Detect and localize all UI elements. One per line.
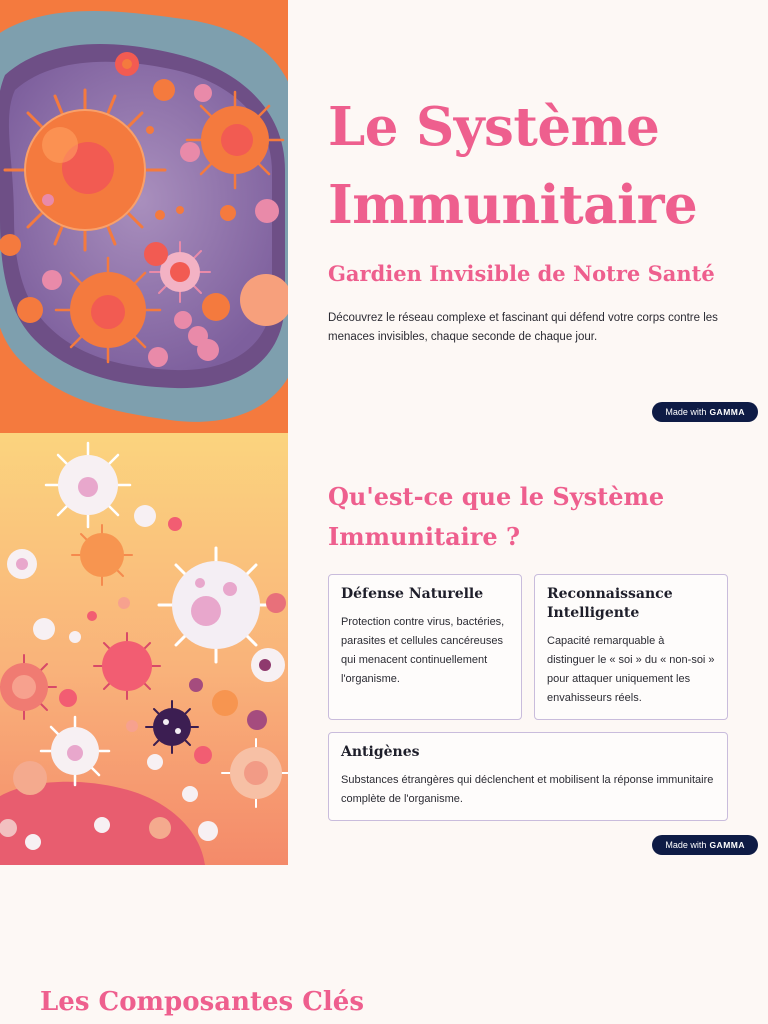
- card-title: Reconnaissance Intelligente: [547, 586, 673, 621]
- gamma-logo: GAMMA: [709, 840, 745, 850]
- card-text: Capacité remarquable à distinguer le « soi » du « non-soi » pour attaquer uniquement les envahisseurs réels.: [547, 635, 715, 704]
- card-defense-naturelle: [328, 574, 522, 720]
- badge-prefix: Made with: [665, 407, 707, 417]
- card-reconnaissance-intelligente: [534, 574, 728, 720]
- cell-virus-illustration: [0, 0, 288, 433]
- hero-subtitle: Gardien Invisible de Notre Santé: [328, 261, 715, 286]
- card-antigenes: [328, 732, 728, 821]
- hero-slide: [0, 0, 768, 433]
- made-with-gamma-badge[interactable]: [652, 835, 758, 855]
- section-title-components: Les Composantes Clés: [40, 987, 364, 1017]
- hero-intro-text: Découvrez le réseau complexe et fascinant qui défend votre corps contre les menaces invisibles, chaque seconde de chaque jour.: [328, 312, 718, 343]
- definition-slide: [0, 433, 768, 865]
- badge-prefix: Made with: [665, 840, 707, 850]
- card-title: Défense Naturelle: [341, 586, 484, 602]
- card-text: Substances étrangères qui déclenchent et mobilisent la réponse immunitaire complète de l'organisme.: [341, 774, 714, 805]
- gamma-logo: GAMMA: [709, 407, 745, 417]
- card-text: Protection contre virus, bactéries, parasites et cellules cancéreuses qui menacent continuellement l'organisme.: [341, 616, 505, 685]
- section-title: Qu'est-ce que le Système Immunitaire ?: [328, 482, 665, 551]
- card-title: Antigènes: [341, 744, 420, 760]
- made-with-gamma-badge[interactable]: [652, 402, 758, 422]
- virus-particles-illustration: [0, 433, 288, 865]
- page-title: Le Système Immunitaire: [328, 96, 698, 236]
